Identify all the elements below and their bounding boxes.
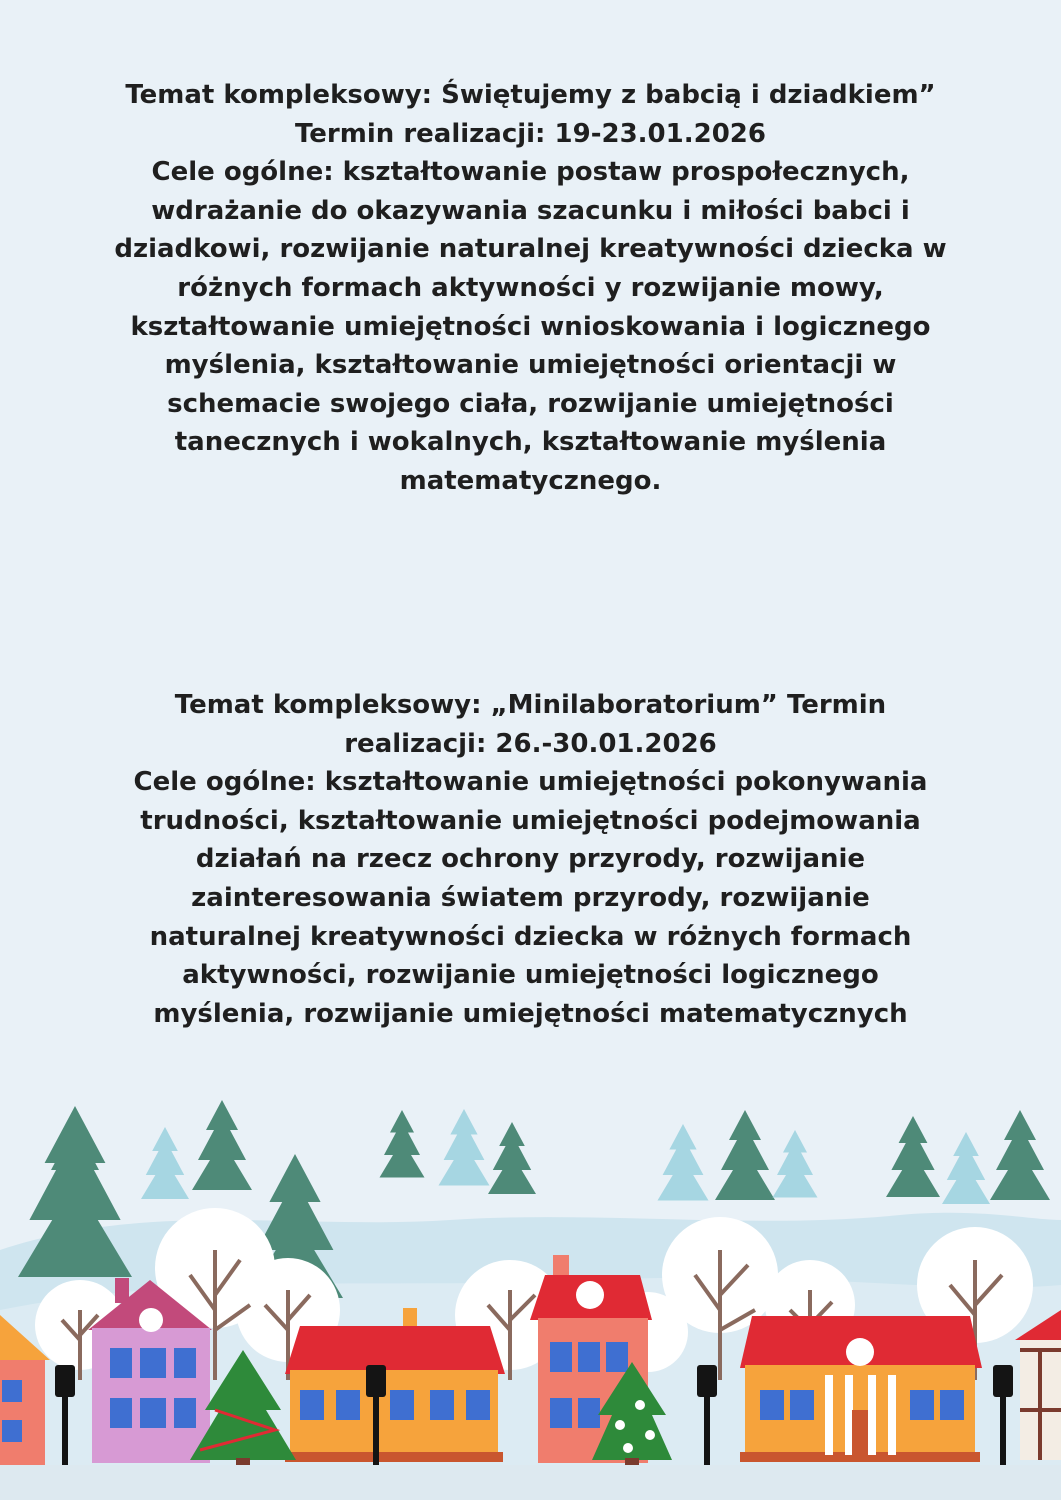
section-2-title: Temat kompleksowy: „Minilaboratorium” Termin [174,690,887,720]
section-1-goals-line-9: matematycznego. [399,465,662,496]
section-1-goals-line-7: schemacie swojego ciała, rozwijanie umiejętności [167,388,894,419]
winter-village-illustration [0,1080,1061,1500]
section-2-goals-line-5: naturalnej kreatywności dziecka w różnych formach [149,921,912,952]
section-1-dates: Termin realizacji: 19-23.01.2026 [295,118,766,149]
section-1-goals-line-6: myślenia, kształtowanie umiejętności orientacji w [164,350,897,381]
section-2-text [0,686,1061,1033]
section-1-goals-line-4: różnych formach aktywności y rozwijanie mowy, [177,272,884,303]
section-2-goals-line-4: zainteresowania światem przyrody, rozwijanie [191,882,870,913]
section-1-goals-line-5: kształtowanie umiejętności wnioskowania i logicznego [130,311,931,342]
section-1-title: Temat kompleksowy: Świętujemy z babcią i dziadkiem” [125,80,936,110]
section-2-dates: realizacji: 26.-30.01.2026 [344,728,717,759]
section-2-goals-line-3: działań na rzecz ochrony przyrody, rozwijanie [195,844,866,875]
section-1-goals-line-8: tanecznych i wokalnych, kształtowanie myślenia [174,427,887,458]
section-1-goals-line-2: wdrażanie do okazywania szacunku i miłości babci i [151,195,910,226]
snowy-ground [0,1465,1061,1500]
section-2-goals-line-1: Cele ogólne: kształtowanie umiejętności pokonywania [133,767,928,798]
section-1-goals-line-3: dziadkowi, rozwijanie naturalnej kreatywności dziecka w [114,234,947,265]
section-1-text [0,76,1061,501]
section-2-goals-line-2: trudności, kształtowanie umiejętności podejmowania [140,805,921,836]
section-1-goals-line-1: Cele ogólne: kształtowanie postaw prospołecznych, [151,157,910,188]
section-2-goals-line-6: aktywności, rozwijanie umiejętności logicznego [182,960,879,991]
house-orange-columns [740,1316,982,1462]
section-2-goals-line-7: myślenia, rozwijanie umiejętności matematycznych [153,998,908,1029]
house-orange-red-roof [285,1308,505,1462]
